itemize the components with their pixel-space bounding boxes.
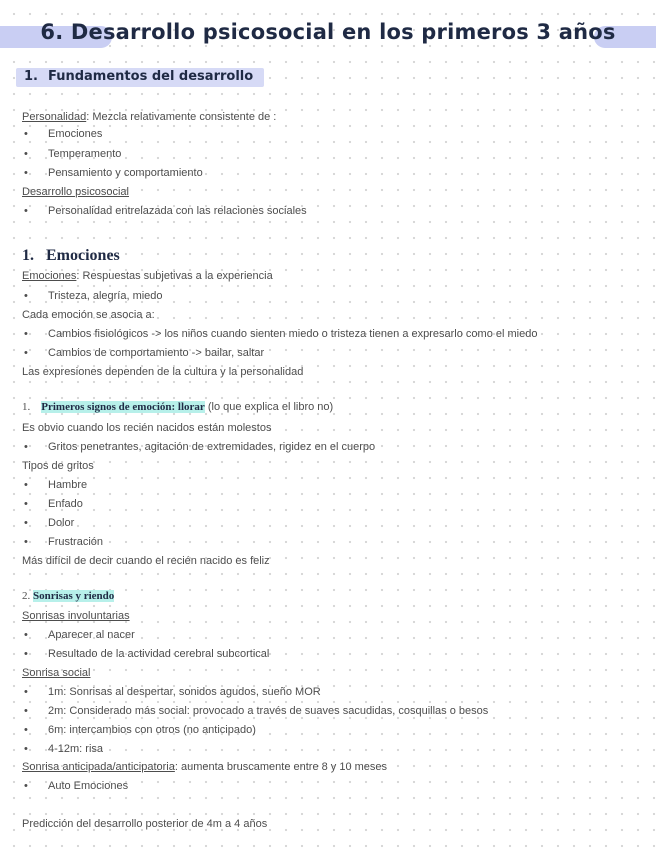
- emociones-definition: Emociones: Respuestas subjetivas a la experiencia: [22, 270, 273, 282]
- desarrollo-term: Desarrollo psicosocial: [22, 186, 129, 198]
- tipos-text: Tipos de gritos: [22, 460, 94, 472]
- section-heading-text: Fundamentos del desarrollo: [47, 69, 254, 84]
- subheading-llorar: 1. Primeros signos de emoción: llorar (lo que explica el libro no): [22, 401, 334, 413]
- definition-text: : Mezcla relativamente consistente de :: [86, 111, 277, 123]
- subheading-sonrisas: 2. Sonrisas y riendo: [22, 590, 115, 602]
- expresiones-text: Las expresiones dependen de la cultura y la personalidad: [22, 366, 304, 378]
- dificil-text: Más difícil de decir cuando el recién nacido es feliz: [22, 555, 270, 567]
- title-banner: [0, 20, 656, 52]
- prediccion-text: Predicción del desarrollo posterior de 4m a 4 años: [22, 818, 268, 830]
- term-personalidad: Personalidad: [22, 111, 87, 123]
- section-number: 1.: [24, 69, 38, 84]
- highlighted-heading: Primeros signos de emoción: llorar: [41, 401, 205, 413]
- personalidad-definition: [22, 110, 276, 124]
- involuntarias-term: Sonrisas involuntarias: [22, 610, 130, 622]
- asocia-text: Cada emoción se asocia a:: [22, 309, 155, 321]
- social-term: Sonrisa social: [22, 667, 91, 679]
- obvio-text: Es obvio cuando los recién nacidos están molestos: [22, 422, 272, 434]
- section-heading-emociones: 1. Emociones: [22, 247, 120, 264]
- highlighted-heading: Sonrisas y riendo: [33, 590, 115, 602]
- page-title: 6. Desarrollo psicosocial en los primeros 3 años: [40, 20, 616, 44]
- anticipada-definition: Sonrisa anticipada/anticipatoria: aumenta bruscamente entre 8 y 10 meses: [22, 761, 388, 773]
- section-heading-fundamentos: [24, 69, 263, 84]
